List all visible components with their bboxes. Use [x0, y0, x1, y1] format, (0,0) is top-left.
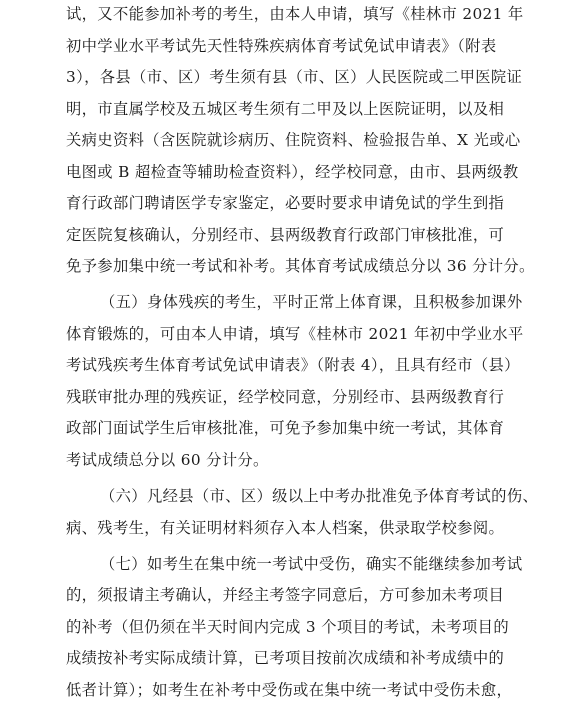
text-line: 低者计算）；如考生在补考中受伤或在集中统一考试中受伤未愈，	[66, 681, 513, 699]
section-heading-line: （七）如考生在集中统一考试中受伤，确实不能继续参加考试	[100, 555, 523, 573]
text-line: 考试成绩总分以 60 分计分。	[66, 451, 269, 469]
text-line: 考试残疾考生体育考试免试申请表》（附表 4），且具有经市（县）	[66, 356, 520, 374]
text-line: 关病史资料（含医院就诊病历、住院资料、检验报告单、X 光或心	[66, 131, 521, 149]
text-line: 育行政部门聘请医学专家鉴定，必要时要求申请免试的学生到指	[66, 194, 505, 212]
text-line: 病、残考生，有关证明材料须存入本人档案，供录取学校参阅。	[66, 519, 505, 537]
text-line: 成绩按补考实际成绩计算，已考项目按前次成绩和补考成绩中的	[66, 649, 505, 667]
text-line: 的补考（但仍须在半天时间内完成 3 个项目的考试，未考项目的	[66, 618, 509, 636]
section-heading-line: （五）身体残疾的考生，平时正常上体育课，且积极参加课外	[100, 293, 523, 311]
text-line: 政部门面试学生后审核批准，可免予参加集中统一考试，其体育	[66, 419, 505, 437]
text-line: 3），各县（市、区）考生须有县（市、区）人民医院或二甲医院证	[66, 68, 523, 86]
text-line: 电图或 B 超检查等辅助检查资料），经学校同意，由市、县两级教	[66, 163, 519, 181]
text-line: 体育锻炼的，可由本人申请，填写《桂林市 2021 年初中学业水平	[66, 325, 524, 343]
text-line: 试，又不能参加补考的考生，由本人申请，填写《桂林市 2021 年	[66, 5, 524, 23]
text-line: 初中学业水平考试先天性特殊疾病体育考试免试申请表》（附表	[66, 37, 497, 55]
text-line: 残联审批办理的残疾证，经学校同意，分别经市、县两级教育行	[66, 388, 505, 406]
text-line: 明，市直属学校及五城区考生须有二甲及以上医院证明，以及相	[66, 100, 505, 118]
section-heading-line: （六）凡经县（市、区）级以上中考办批准免予体育考试的伤、	[100, 487, 539, 505]
text-line: 定医院复核确认，分别经市、县两级教育行政部门审核批准，可	[66, 226, 505, 244]
text-line: 的，须报请主考确认，并经主考签字同意后，方可参加未考项目	[66, 586, 505, 604]
text-line: 免予参加集中统一考试和补考。其体育考试成绩总分以 36 分计分。	[66, 257, 535, 275]
